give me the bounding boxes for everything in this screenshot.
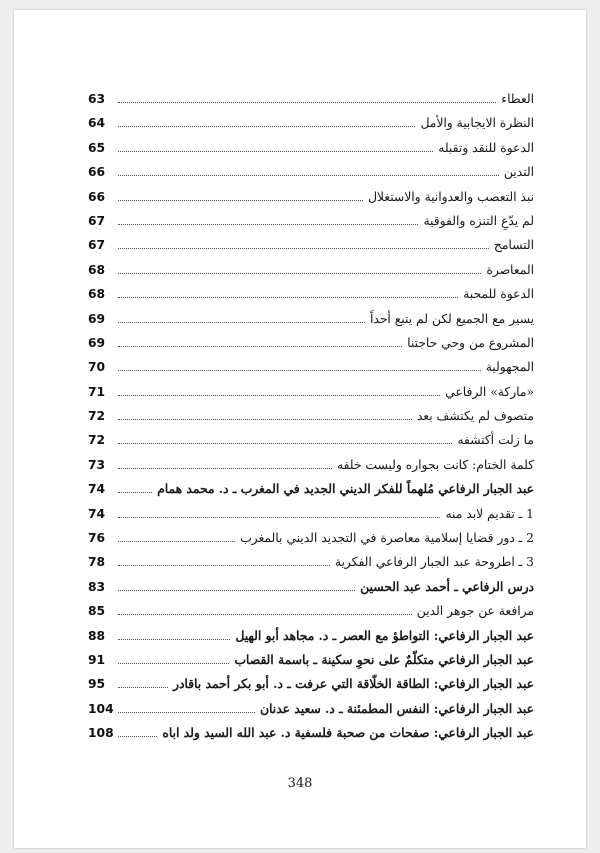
toc-entry: [88, 650, 534, 674]
toc-entry-page: 69: [88, 311, 106, 326]
toc-entry-title: المشروع من وحي حاجتنا: [407, 335, 534, 350]
toc-entry-page: 83: [88, 579, 106, 594]
dot-leader: [118, 321, 365, 323]
toc-entry-title: عبد الجبار الرفاعي: التواطؤ مع العصر ـ د. مجاهد أبو الهيل: [235, 627, 534, 643]
page-number: 348: [287, 776, 313, 791]
dot-leader: [118, 540, 235, 542]
toc-entry: [88, 211, 534, 235]
toc-entry-page: 66: [88, 165, 106, 180]
toc-entry-title: العطاء: [501, 92, 534, 106]
toc-entry: [88, 333, 534, 357]
toc-entry-title: 2 ـ دور قضايا إسلامية معاصرة في التجديد الديني بالمغرب: [240, 531, 534, 546]
toc-entry-page: 85: [88, 604, 106, 619]
toc-entry: [88, 284, 534, 308]
toc-entry-title: التسامح: [493, 238, 534, 253]
toc-entry-page: 73: [88, 457, 106, 472]
dot-leader: [118, 223, 418, 225]
dot-leader: [118, 101, 496, 103]
toc-entry: [88, 723, 534, 747]
toc-entry: [88, 528, 534, 552]
toc-entry-title: «ماركة» الرفاعي: [445, 384, 534, 399]
toc-entry-page: 64: [88, 116, 106, 131]
toc-entry: [88, 455, 534, 479]
toc-entry: [88, 601, 534, 625]
dot-leader: [118, 711, 255, 713]
toc-entry-page: 95: [88, 677, 106, 692]
toc-entry-title: درس الرفاعي ـ أحمد عبد الحسين: [360, 578, 534, 594]
toc-entry: [88, 699, 534, 723]
book-page: [14, 10, 586, 848]
toc-entry-title: التدين: [503, 165, 534, 180]
toc-entry-page: 74: [88, 482, 106, 497]
dot-leader: [118, 345, 402, 347]
toc-entry-page: 91: [88, 652, 106, 667]
dot-leader: [118, 442, 452, 444]
dot-leader: [118, 394, 440, 396]
toc-entry: [88, 235, 534, 259]
toc-entry-page: 63: [88, 92, 106, 106]
dot-leader: [118, 125, 415, 127]
toc-entry: [88, 162, 534, 186]
toc-entry: [88, 382, 534, 406]
toc-entry-title: ما زلت أكتشفه: [457, 433, 534, 448]
toc-entry-title: عبد الجبار الرفاعي: الطاقة الخلّاقة التي عرفت ـ د. أبو بكر أحمد باقادر: [173, 676, 534, 692]
dot-leader: [118, 150, 433, 152]
dot-leader: [118, 467, 332, 469]
toc-entry-page: 70: [88, 360, 106, 375]
toc-entry: [88, 260, 534, 284]
toc-entry-title: كلمة الختام: كانت بجواره وليست خلفه: [336, 457, 534, 472]
toc-entry-page: 88: [88, 628, 106, 643]
dot-leader: [118, 564, 330, 566]
dot-leader: [118, 272, 481, 274]
toc-entry-title: المجهولية: [485, 360, 534, 375]
dot-leader: [118, 174, 499, 176]
toc-entry-page: 74: [88, 506, 106, 521]
table-of-contents: [88, 89, 534, 748]
toc-entry-title: المعاصرة: [486, 262, 534, 277]
toc-entry-page: 67: [88, 238, 106, 253]
toc-entry-page: 68: [88, 262, 106, 277]
toc-entry-title: عبد الجبار الرفاعي: النفس المطمئنة ـ د. سعيد عدنان: [260, 700, 534, 716]
toc-entry-page: 69: [88, 335, 106, 350]
toc-entry: [88, 674, 534, 698]
toc-entry-title: 3 ـ اطروحة عبد الجبار الرفاعي الفكرية: [334, 555, 534, 570]
dot-leader: [118, 296, 458, 298]
toc-entry-title: الدعوة للنقد وتقبله: [438, 140, 534, 155]
toc-entry: [88, 187, 534, 211]
dot-leader: [118, 613, 412, 615]
toc-entry: [88, 626, 534, 650]
dot-leader: [118, 735, 157, 737]
dot-leader: [118, 516, 440, 518]
toc-entry-page: 71: [88, 384, 106, 399]
toc-entry-title: متصوف لم يكتشف بعد: [416, 409, 534, 424]
toc-entry-title: يسير مع الجميع لكن لم يتبع أحداً: [369, 311, 534, 326]
toc-entry-title: عبد الجبار الرفاعي متكلّمٌ على نحوِ سكينة ـ باسمة القصاب: [234, 651, 534, 667]
dot-leader: [118, 369, 481, 371]
toc-entry: [88, 406, 534, 430]
toc-entry-title: عبد الجبار الرفاعي مُلهماً للفكر الديني الجديد في المغرب ـ د. محمد همام: [157, 481, 534, 497]
dot-leader: [118, 686, 168, 688]
toc-entry: [88, 479, 534, 503]
toc-entry: [88, 309, 534, 333]
toc-entry-title: لم يدّعِ التنزه والفوقية: [423, 213, 534, 228]
dot-leader: [118, 247, 489, 249]
dot-leader: [118, 199, 363, 201]
toc-entry-page: 68: [88, 287, 106, 302]
dot-leader: [118, 662, 229, 664]
toc-entry: [88, 89, 534, 113]
toc-entry-page: 72: [88, 433, 106, 448]
toc-entry-page: 67: [88, 213, 106, 228]
toc-entry: [88, 357, 534, 381]
toc-entry-title: مرافعة عن جوهر الدين: [416, 604, 534, 619]
toc-entry-title: النظرة الايجابية والأمل: [420, 116, 534, 131]
toc-entry-page: 65: [88, 140, 106, 155]
dot-leader: [118, 418, 412, 420]
toc-entry: [88, 504, 534, 528]
toc-entry-page: 76: [88, 531, 106, 546]
toc-entry-title: الدعوة للمحبة: [463, 287, 534, 302]
toc-entry-page: 66: [88, 189, 106, 204]
dot-leader: [118, 491, 152, 493]
toc-entry: [88, 113, 534, 137]
toc-entry: [88, 552, 534, 576]
toc-entry-page: 104: [88, 701, 114, 716]
dot-leader: [118, 638, 230, 640]
toc-entry: [88, 138, 534, 162]
toc-entry-page: 72: [88, 409, 106, 424]
toc-entry-page: 78: [88, 555, 106, 570]
toc-entry-page: 108: [88, 726, 114, 741]
toc-entry-title: نبذ التعصب والعدوانية والاستغلال: [367, 189, 534, 204]
toc-entry-title: عبد الجبار الرفاعي: صفحات من صحبة فلسفية د. عبد الله السيد ولد اباه: [162, 725, 534, 741]
toc-entry: [88, 577, 534, 601]
toc-entry-title: 1 ـ تقديم لابد منه: [445, 506, 534, 521]
toc-entry: [88, 430, 534, 454]
dot-leader: [118, 589, 355, 591]
